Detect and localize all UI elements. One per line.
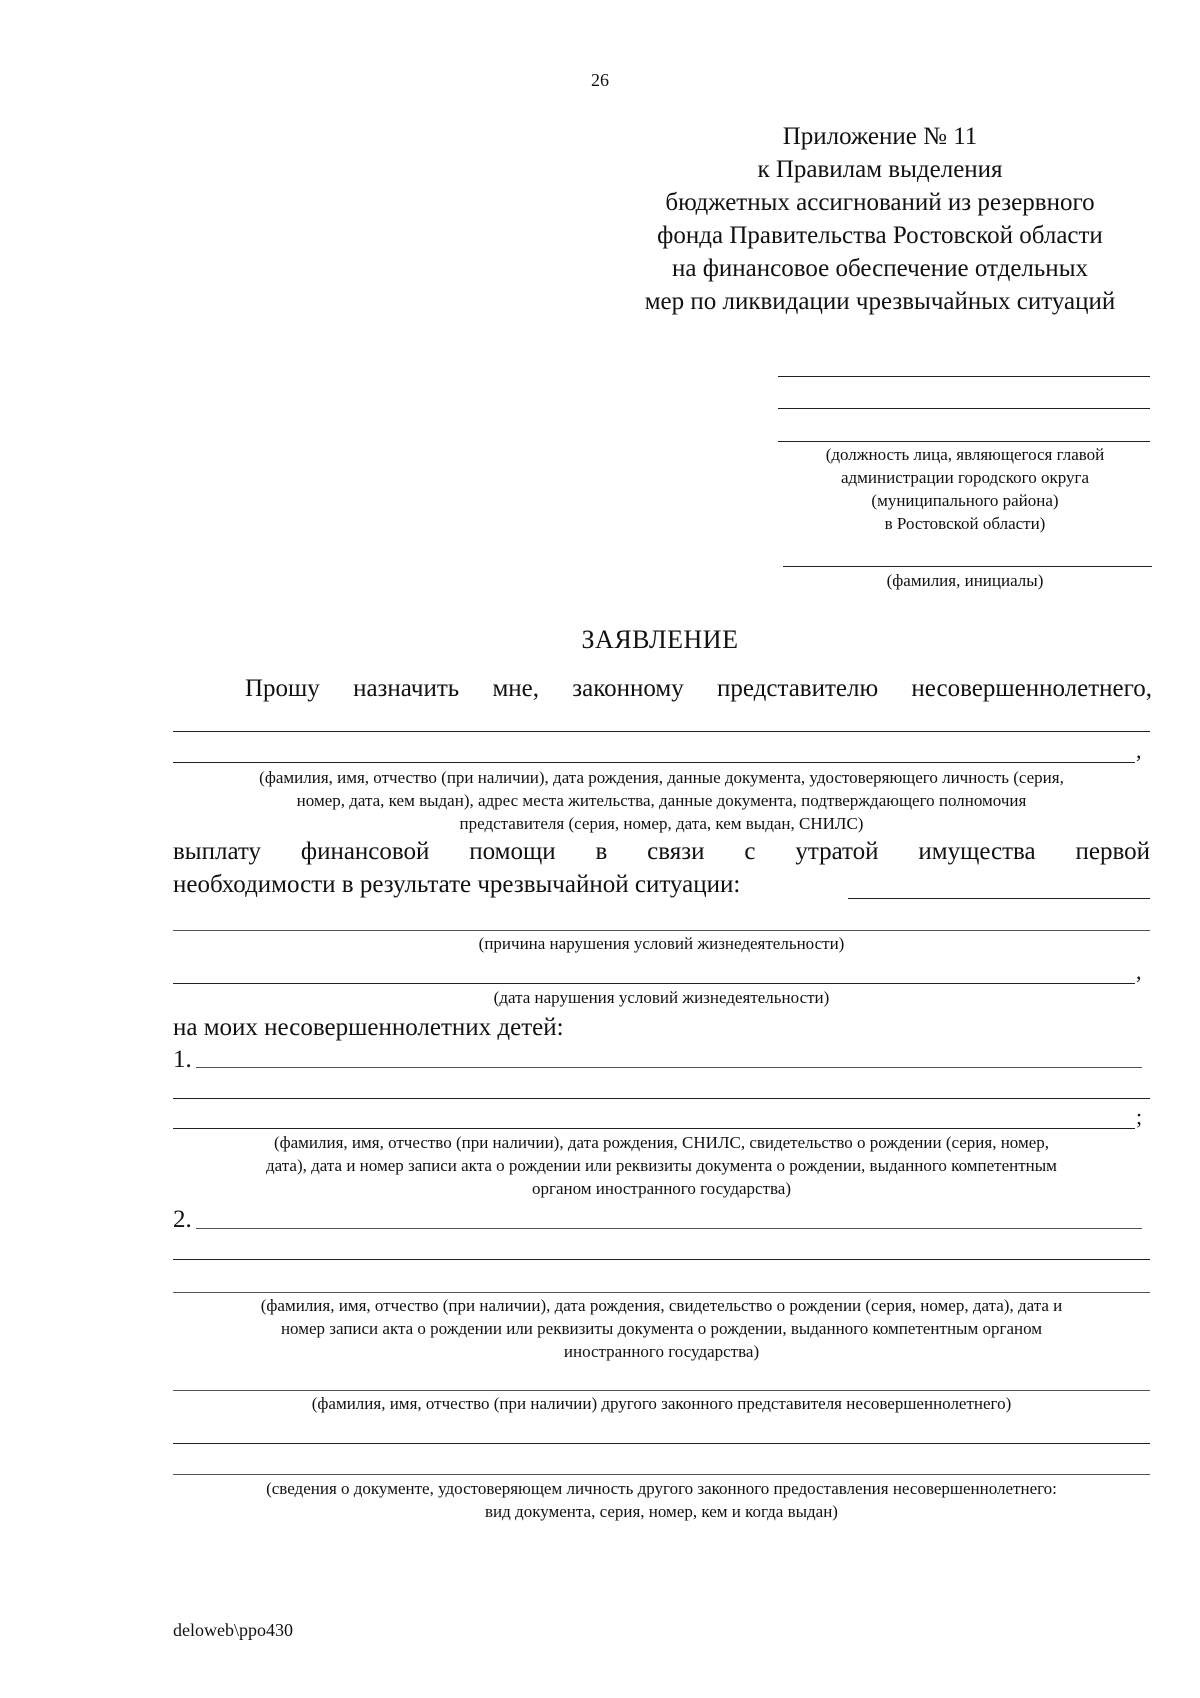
child-1-blank-1[interactable] [196, 1067, 1142, 1068]
applicant-blank-1[interactable] [173, 731, 1150, 732]
other-representative-doc-caption: (сведения о документе, удостоверяющем личность другого законного предоставления несовершеннолетнего: вид документа, серия, номер, кем и когда выдан) [266, 1479, 1057, 1521]
reason-blank[interactable] [173, 930, 1150, 931]
appendix-line: фонда Правительства Ростовской области [657, 222, 1103, 249]
addressee-position-caption: (должность лица, являющегося главой администрации городского округа (муниципального района) в Ростовской области) [825, 445, 1105, 533]
applicant-caption: (фамилия, имя, отчество (при наличии), дата рождения, данные документа, удостоверяющего личность (серия, номер, дата, кем выдан), адрес места жительства, данные документа, подтверждающего полномочия представителя (серия, номер, дата, кем выдан, СНИЛС) [259, 768, 1064, 833]
footer-document-code: deloweb\ppo430 [173, 1620, 293, 1640]
addressee-name-caption: (фамилия, инициалы) [886, 571, 1044, 590]
addressee-position-blank-3[interactable] [778, 441, 1150, 442]
appendix-line: бюджетных ассигнований из резервного [665, 189, 1095, 216]
child-2-number: 2. [173, 1206, 192, 1233]
addressee-position-blank-1[interactable] [778, 376, 1150, 377]
emergency-blank[interactable] [848, 898, 1150, 899]
child-1-blank-2[interactable] [173, 1098, 1150, 1099]
document-title: ЗАЯВЛЕНИЕ [581, 625, 739, 654]
child-1-blank-3[interactable] [173, 1128, 1135, 1129]
other-representative-doc-blank-1[interactable] [173, 1443, 1150, 1444]
page-number: 26 [591, 70, 609, 90]
appendix-line: к Правилам выделения [757, 156, 1003, 183]
child-1-caption: (фамилия, имя, отчество (при наличии), дата рождения, СНИЛС, свидетельство о рождении (серия, номер, дата), дата и номер записи акта о рождении или реквизиты документа о рождении, выданного компетентным органом иностранного государства) [266, 1133, 1057, 1198]
child-2-blank-2[interactable] [173, 1259, 1150, 1260]
appendix-line: на финансовое обеспечение отдельных [671, 255, 1088, 282]
appendix-line: Приложение № 11 [782, 123, 978, 150]
other-representative-caption: (фамилия, имя, отчество (при наличии) другого законного представителя несовершеннолетнего) [311, 1394, 1012, 1413]
comma: , [1136, 738, 1142, 763]
date-blank[interactable] [173, 983, 1135, 984]
payment-text-line-2: необходимости в результате чрезвычайной ситуации: [173, 871, 741, 898]
other-representative-blank[interactable] [173, 1390, 1150, 1391]
applicant-blank-2[interactable] [173, 762, 1135, 763]
child-2-blank-3[interactable] [173, 1292, 1150, 1293]
child-2-blank-1[interactable] [196, 1228, 1142, 1229]
payment-text-line-1: выплату финансовой помощи в связи с утратой имущества первой [173, 838, 1150, 865]
intro-text: Прошу назначить мне, законному представителю несовершеннолетнего, [245, 675, 1152, 702]
date-caption: (дата нарушения условий жизнедеятельности) [493, 988, 830, 1007]
child-2-caption: (фамилия, имя, отчество (при наличии), дата рождения, свидетельство о рождении (серия, номер, дата), дата и номер записи акта о рождении или реквизиты документа о рождении, выданного компетентным органом иностранного государства) [260, 1296, 1063, 1361]
semicolon: ; [1136, 1104, 1143, 1129]
comma: , [1136, 959, 1142, 984]
appendix-line: мер по ликвидации чрезвычайных ситуаций [644, 288, 1116, 315]
addressee-name-blank[interactable] [783, 566, 1152, 567]
other-representative-doc-blank-2[interactable] [173, 1474, 1150, 1475]
appendix-header [600, 120, 1160, 318]
reason-caption: (причина нарушения условий жизнедеятельности) [478, 934, 845, 953]
children-heading: на моих несовершеннолетних детей: [173, 1014, 564, 1041]
addressee-position-blank-2[interactable] [778, 408, 1150, 409]
child-1-number: 1. [173, 1046, 192, 1073]
